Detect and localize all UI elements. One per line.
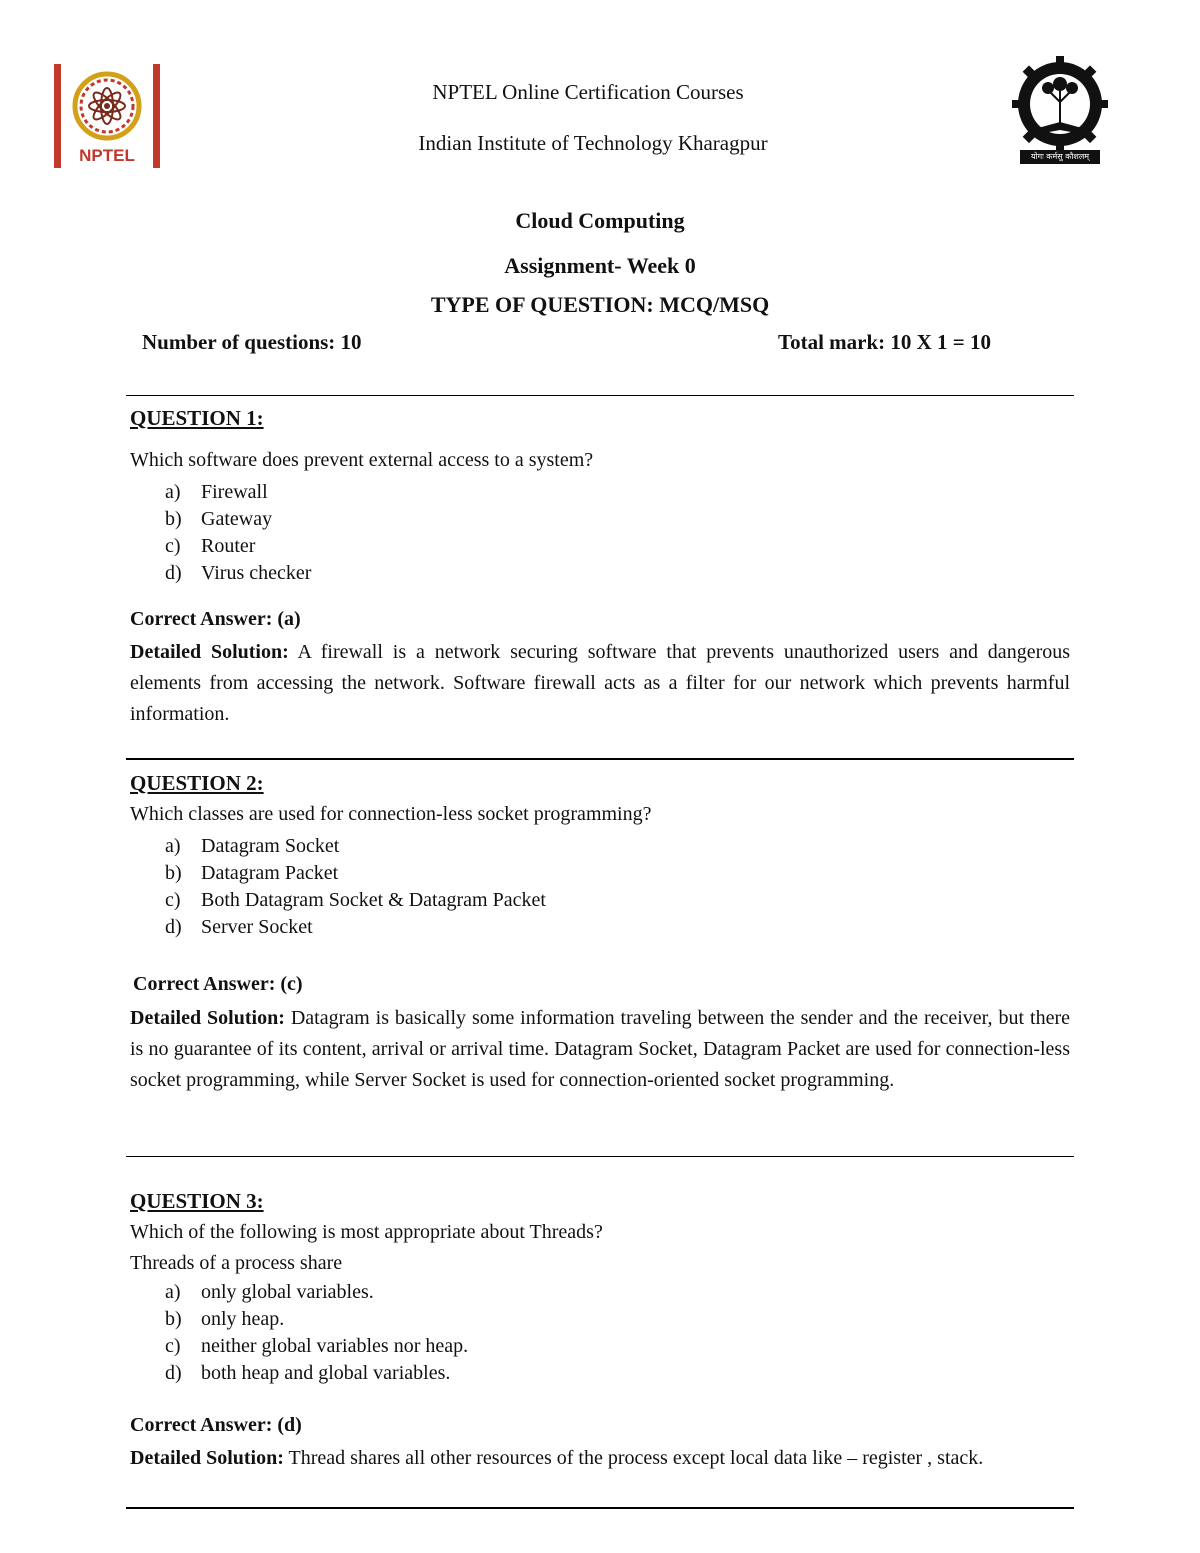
course-title: Cloud Computing: [515, 208, 685, 233]
option-label: b): [165, 862, 182, 884]
correct-answer: [133, 973, 303, 996]
option-list: [165, 479, 311, 587]
option-c: [165, 887, 546, 914]
option-label: b): [165, 1308, 182, 1330]
option-c: [165, 1333, 468, 1360]
option-label: a): [165, 835, 181, 857]
header-line-2: Indian Institute of Technology Kharagpur: [418, 131, 768, 155]
option-label: d): [165, 1362, 182, 1384]
option-a: [165, 833, 546, 860]
correct-answer-label: Correct Answer:: [133, 973, 276, 995]
question-heading: QUESTION 3:: [130, 1189, 264, 1213]
solution-text: Thread shares all other resources of the process except local data like – register , stack.: [288, 1447, 984, 1469]
option-text: Virus checker: [201, 562, 312, 584]
option-label: d): [165, 916, 182, 938]
correct-answer-label: Correct Answer:: [130, 608, 273, 630]
option-text: Router: [201, 535, 256, 557]
correct-answer-value: (a): [277, 608, 301, 630]
correct-answer: [130, 608, 301, 631]
option-label: c): [165, 889, 181, 911]
option-b: [165, 1306, 468, 1333]
option-text: both heap and global variables.: [201, 1362, 451, 1384]
option-text: Datagram Socket: [201, 835, 340, 857]
option-label: b): [165, 508, 182, 530]
correct-answer-value: (d): [277, 1414, 302, 1436]
option-text: Server Socket: [201, 916, 313, 938]
option-c: [165, 533, 311, 560]
question-type: TYPE OF QUESTION: MCQ/MSQ: [430, 292, 770, 317]
option-a: [165, 479, 311, 506]
solution-label: Detailed Solution:: [130, 641, 289, 663]
header-line-1: NPTEL Online Certification Courses: [432, 80, 744, 104]
correct-answer-label: Correct Answer:: [130, 1414, 273, 1436]
question-heading: QUESTION 2:: [130, 771, 264, 795]
correct-answer-value: (c): [280, 973, 303, 995]
option-text: only global variables.: [201, 1281, 374, 1303]
option-d: [165, 914, 546, 941]
question-text: Which of the following is most appropriate about Threads?: [130, 1221, 603, 1243]
option-b: [165, 860, 546, 887]
question-subtext: Threads of a process share: [130, 1252, 343, 1274]
solution-text: A firewall is a network securing software that prevents unauthorized users and dangerous elements from accessing the network. Software firewall acts as a filter for our network which prevents harmful information.: [130, 641, 1071, 725]
option-text: Firewall: [201, 481, 268, 503]
option-text: Datagram Packet: [201, 862, 339, 884]
detailed-solution: [130, 1003, 1070, 1096]
option-text: Both Datagram Socket & Datagram Packet: [201, 889, 546, 911]
question-text: Which classes are used for connection-less socket programming?: [130, 803, 652, 825]
solution-label: Detailed Solution:: [130, 1447, 284, 1469]
divider: [126, 1156, 1074, 1157]
solution-text: Datagram is basically some information traveling between the sender and the receiver, but there is no guarantee of its content, arrival or arrival time. Datagram Socket, Datagram Packet are used for connection-less socket programming, while Server Socket is used for connection-oriented socket programming.: [130, 1007, 1070, 1091]
number-of-questions: Number of questions: 10: [142, 330, 362, 354]
option-label: d): [165, 562, 182, 584]
detailed-solution: [130, 1443, 1068, 1474]
solution-label: Detailed Solution:: [130, 1007, 285, 1029]
divider: [126, 395, 1074, 396]
option-label: a): [165, 481, 181, 503]
total-mark: Total mark: 10 X 1 = 10: [778, 330, 992, 354]
option-a: [165, 1279, 468, 1306]
option-list: [165, 833, 546, 941]
question-text: Which software does prevent external access to a system?: [130, 449, 594, 471]
option-label: c): [165, 1335, 181, 1357]
option-list: [165, 1279, 468, 1387]
nptel-logo-text: NPTEL: [79, 146, 135, 165]
option-text: only heap.: [201, 1308, 285, 1330]
emblem-motto: योगः कर्मसु कौशलम्: [1030, 152, 1090, 161]
option-label: c): [165, 535, 181, 557]
option-d: [165, 1360, 468, 1387]
correct-answer: [130, 1414, 302, 1437]
assignment-title: Assignment- Week 0: [504, 253, 696, 278]
option-b: [165, 506, 311, 533]
option-d: [165, 560, 311, 587]
detailed-solution: [130, 637, 1070, 730]
question-heading: QUESTION 1:: [130, 406, 264, 430]
divider: [126, 1507, 1074, 1509]
option-label: a): [165, 1281, 181, 1303]
option-text: neither global variables nor heap.: [201, 1335, 469, 1357]
option-text: Gateway: [201, 508, 273, 530]
divider: [126, 758, 1074, 760]
iit-kgp-emblem: [1008, 54, 1112, 168]
